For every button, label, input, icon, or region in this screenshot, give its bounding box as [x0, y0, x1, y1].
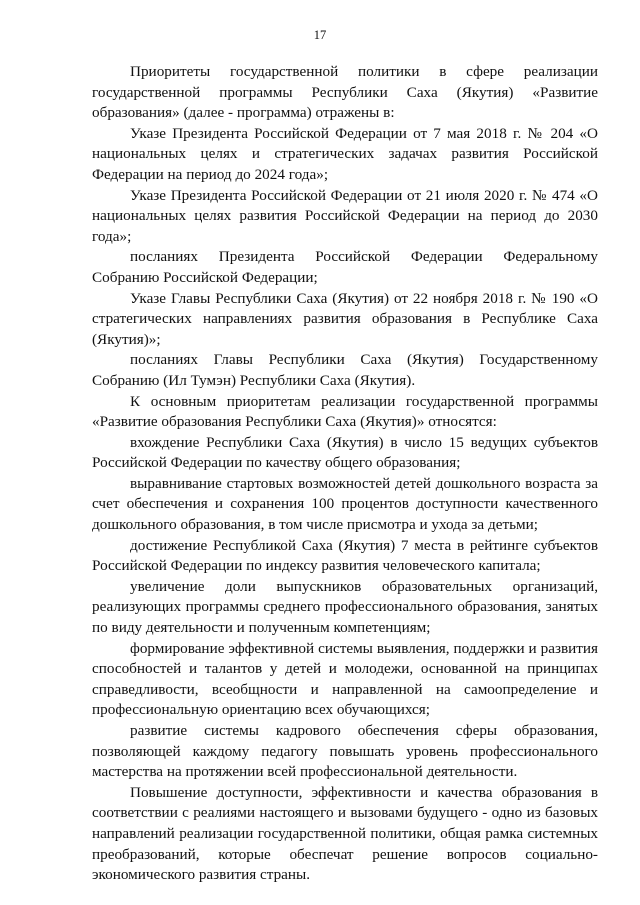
paragraph-priority-rating: достижение Республикой Саха (Якутия) 7 места в рейтинге субъектов Российской Федерации по индексу развития человеческого капитала;: [92, 536, 598, 575]
paragraph-priority-talents: формирование эффективной системы выявления, поддержки и развития способностей и талантов у детей и молодежи, основанной на принципах справедливости, всеобщности и направленной на самоопределение и профессиональную ориентацию всех обучающихся;: [92, 639, 598, 719]
paragraph-priorities-intro: Приоритеты государственной политики в сфере реализации государственной программы Республики Саха (Якутия) «Развитие образования» (далее - программа) отражены в:: [92, 63, 598, 122]
paragraph-priority-preschool: выравнивание стартовых возможностей детей дошкольного возраста за счет обеспечения и сохранения 100 процентов доступности качественного дошкольного образования, в том числе присмотра и ухода за детьми;: [92, 474, 598, 534]
document-body: [92, 62, 598, 886]
paragraph-priority-graduates: увеличение доли выпускников образовательных организаций, реализующих программы среднего профессионального образования, занятых по виду деятельности и полученным компетенциям;: [92, 577, 598, 637]
paragraph-decree-204: Указе Президента Российской Федерации от 7 мая 2018 г. № 204 «О национальных целях и стратегических задачах развития Российской Федерации на период до 2024 года»;: [92, 124, 598, 183]
paragraph-conclusion: Повышение доступности, эффективности и качества образования в соответствии с реалиями настоящего и вызовами будущего - одно из базовых направлений реализации государственной политики, общая рамка системных преобразований, которые обеспечат решение вопросов социально-экономического развития страны.: [92, 783, 598, 884]
paragraph-president-messages: посланиях Президента Российской Федерации Федеральному Собранию Российской Федерации;: [92, 248, 598, 286]
paragraph-priority-top15: вхождение Республики Саха (Якутия) в число 15 ведущих субъектов Российской Федерации по качеству общего образования;: [92, 433, 598, 472]
paragraph-decree-474: Указе Президента Российской Федерации от 21 июля 2020 г. № 474 «О национальных целях развития Российской Федерации на период до 2030 года»;: [92, 186, 598, 245]
page-number: 17: [313, 28, 327, 42]
paragraph-decree-190: Указе Главы Республики Саха (Якутия) от 22 ноября 2018 г. № 190 «О стратегических направлениях развития образования в Республике Саха (Якутия)»;: [92, 289, 598, 348]
paragraph-priority-staff: развитие системы кадрового обеспечения сферы образования, позволяющей каждому педагогу повышать уровень профессионального мастерства на протяжении всей профессиональной деятельности.: [92, 722, 598, 781]
paragraph-main-priorities: К основным приоритетам реализации государственной программы «Развитие образования Республики Саха (Якутия)» относятся:: [92, 392, 598, 431]
paragraph-head-messages: посланиях Главы Республики Саха (Якутия) Государственному Собранию (Ил Тумэн) Республики Саха (Якутия).: [92, 351, 598, 389]
